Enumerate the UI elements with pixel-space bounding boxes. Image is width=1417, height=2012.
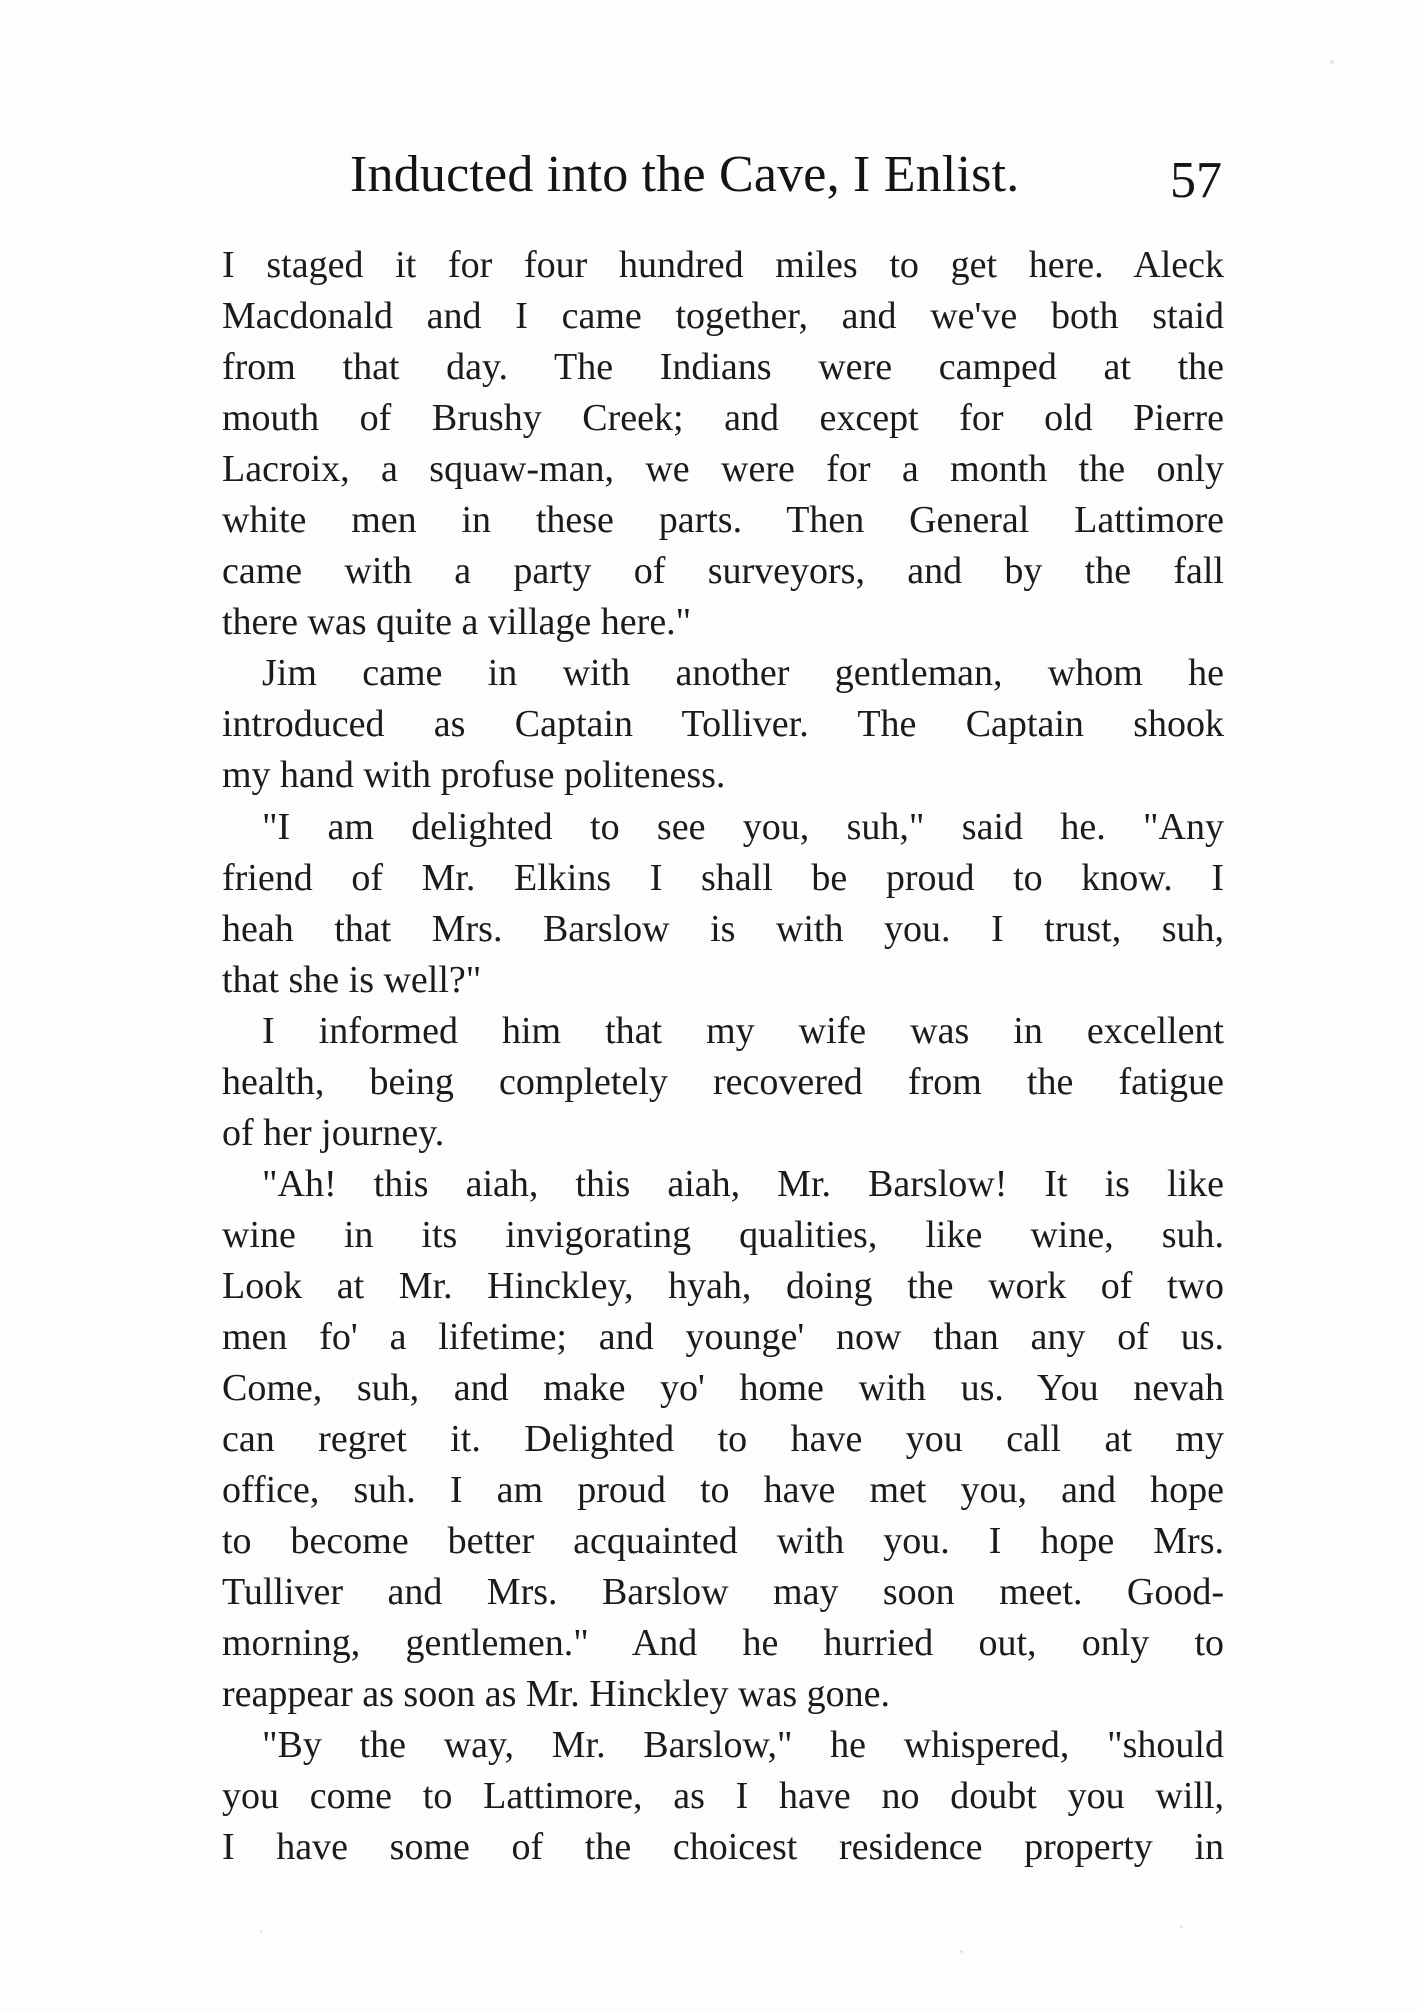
text-line: Tulliver and Mrs. Barslow may soon meet. Good- xyxy=(222,1571,1224,1614)
text-line: my hand with profuse politeness. xyxy=(222,754,726,797)
text-line: office, suh. I am proud to have met you, and hope xyxy=(222,1469,1224,1512)
text-line: I staged it for four hundred miles to get here. Aleck xyxy=(222,244,1224,286)
text-line: to become better acquainted with you. I hope Mrs. xyxy=(222,1520,1224,1563)
text-line: came with a party of surveyors, and by the fall xyxy=(222,550,1224,593)
text-line: "I am delighted to see you, suh," said he. "Any xyxy=(262,805,1224,848)
text-line: Look at Mr. Hinckley, hyah, doing the work of two xyxy=(222,1264,1224,1307)
running-head xyxy=(350,140,1240,210)
text-line: wine in its invigorating qualities, like wine, suh. xyxy=(222,1213,1224,1256)
text-line: health, being completely recovered from the fatigue xyxy=(222,1060,1224,1103)
paper-speck xyxy=(1180,1925,1183,1928)
text-line: men fo' a lifetime; and younge' now than any of us. xyxy=(222,1315,1224,1358)
text-line: from that day. The Indians were camped at the xyxy=(222,346,1224,389)
text-line: introduced as Captain Tolliver. The Captain shook xyxy=(222,703,1224,746)
paper-speck xyxy=(1330,60,1334,64)
text-line: I have some of the choicest residence property in xyxy=(222,1826,1224,1869)
page-number: 57 xyxy=(1170,152,1222,209)
text-line: you come to Lattimore, as I have no doubt you will, xyxy=(222,1775,1224,1818)
paper-speck xyxy=(260,1930,263,1933)
body-text xyxy=(222,240,1224,1874)
text-line: Come, suh, and make yo' home with us. You nevah xyxy=(222,1367,1224,1410)
text-line: can regret it. Delighted to have you call at my xyxy=(222,1418,1224,1461)
text-line: "Ah! this aiah, this aiah, Mr. Barslow! It is like xyxy=(262,1162,1224,1205)
chapter-title: Inducted into the Cave, I Enlist. xyxy=(350,146,1020,203)
text-line: Macdonald and I came together, and we've both staid xyxy=(222,295,1224,338)
text-line: Jim came in with another gentleman, whom he xyxy=(262,652,1224,695)
text-line: there was quite a village here." xyxy=(222,601,692,644)
text-line: of her journey. xyxy=(222,1111,445,1154)
text-line: reappear as soon as Mr. Hinckley was gone. xyxy=(222,1673,890,1716)
text-line: that she is well?" xyxy=(222,958,482,1001)
text-line: "By the way, Mr. Barslow," he whispered, "should xyxy=(262,1724,1224,1767)
text-line: I informed him that my wife was in excellent xyxy=(262,1009,1224,1052)
text-line: Lacroix, a squaw-man, we were for a month the only xyxy=(222,448,1224,491)
text-line: heah that Mrs. Barslow is with you. I trust, suh, xyxy=(222,907,1224,950)
text-line: friend of Mr. Elkins I shall be proud to know. I xyxy=(222,856,1224,899)
text-line: morning, gentlemen." And he hurried out, only to xyxy=(222,1622,1224,1665)
paper-speck xyxy=(960,1950,963,1953)
text-line: white men in these parts. Then General Lattimore xyxy=(222,499,1224,542)
text-line: mouth of Brushy Creek; and except for old Pierre xyxy=(222,397,1224,440)
